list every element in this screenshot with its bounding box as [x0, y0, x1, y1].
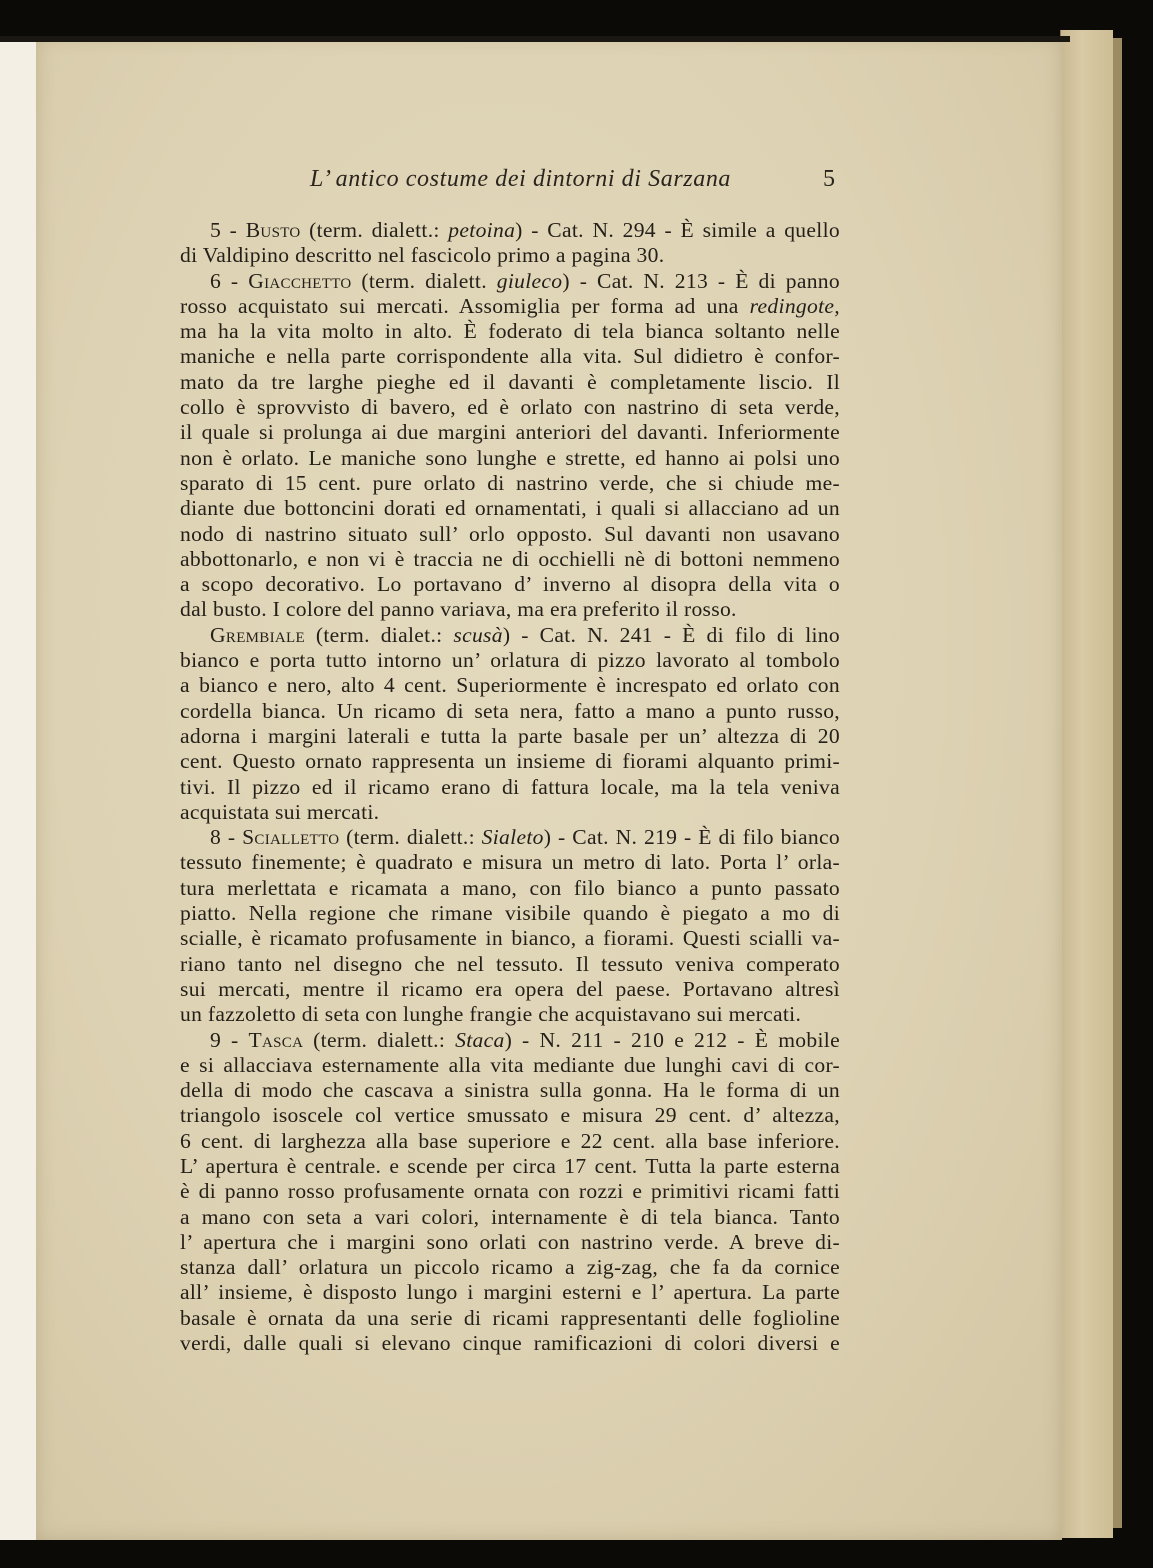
text-line: nodo di nastrino situato sull’ orlo opposto. Sul davanti non usavano: [180, 521, 840, 546]
text-line: stanza dall’ orlatura un piccolo ricamo a zig-zag, che fa da cornice: [180, 1255, 840, 1280]
term-prefix: (term. dialett.:: [300, 218, 449, 242]
text-line: della di modo che cascava a sinistra sulla gonna. Ha le forma di un: [180, 1078, 840, 1103]
body-text: [180, 218, 840, 1356]
text-line: 6 cent. di larghezza alla base superiore e 22 cent. alla base inferiore.: [180, 1128, 840, 1153]
entry-text: ) - Cat. N. 241 - È di filo di lino: [502, 622, 840, 647]
text-line: ma ha la vita molto in alto. È foderato di tela bianca soltanto nelle: [180, 319, 840, 344]
left-margin-strip: [0, 40, 37, 1540]
entry-number: 5 -: [210, 218, 246, 242]
running-title: L’ antico costume dei dintorni di Sarzana: [310, 166, 732, 192]
paragraph-giacchetto-first-line: [180, 269, 840, 294]
dialect-term: giuleco: [496, 268, 563, 293]
text-line: L’ apertura è centrale. e scende per circa 17 cent. Tutta la parte esterna: [180, 1153, 840, 1178]
text-line: sui mercati, mentre il ricamo era opera del paese. Portavano altresì: [180, 976, 840, 1001]
dialect-term: Staca: [455, 1027, 505, 1052]
text-line: a scopo decorativo. Lo portavano d’ inverno al disopra della vita o: [180, 572, 840, 597]
text-line: tessuto finemente; è quadrato e misura un metro di lato. Porta l’ orla-: [180, 850, 840, 875]
text-line: acquistata sui mercati.: [180, 799, 380, 824]
text-line: riano tanto nel disegno che nel tessuto. Il tessuto veniva comperato: [180, 951, 840, 976]
text-line: scialle, è ricamato profusamente in bianco, a fiorami. Questi scialli va-: [180, 926, 840, 951]
term-prefix: (term. dialett.:: [339, 825, 482, 850]
text-line: cent. Questo ornato rappresenta un insieme di fiorami alquanto primi-: [180, 749, 840, 774]
text-line: cordella bianca. Un ricamo di seta nera, fatto a mano a punto russo,: [180, 698, 840, 723]
text-line: maniche e nella parte corrispondente alla vita. Sul didietro è confor-: [180, 344, 840, 369]
italic-term: redingote,: [749, 293, 840, 318]
entry-text: ) - Cat. N. 219 - È di filo bianco: [543, 825, 840, 850]
dialect-term: Sialeto: [481, 825, 544, 850]
text-line: triangolo isoscele col vertice smussato e misura 29 cent. d’ altezza,: [180, 1103, 840, 1128]
paragraph-busto-first-line: [180, 218, 840, 243]
term-prefix: (term. dialet.:: [304, 622, 454, 647]
entry-number: 6 -: [210, 268, 249, 293]
text-line: di Valdipino descritto nel fascicolo primo a pagina 30.: [180, 243, 665, 268]
right-page-edge: [1060, 30, 1113, 1538]
text-line: adorna i margini laterali e tutta la parte basale per un’ altezza di 20: [180, 723, 840, 748]
term-prefix: (term. dialett.: [351, 268, 497, 293]
entry-number: 9 -: [210, 1027, 249, 1052]
entry-text: ) - Cat. N. 294 - È simile a quello: [515, 218, 840, 242]
page-number: 5: [823, 166, 835, 192]
text-line: [180, 294, 840, 319]
text-line: mato da tre larghe pieghe ed il davanti è completamente liscio. Il: [180, 369, 840, 394]
paragraph-grembiale-first-line: [180, 623, 840, 648]
text-line: tivi. Il pizzo ed il ricamo erano di fattura locale, ma la tela veniva: [180, 774, 840, 799]
paragraph-scialletto-first-line: [180, 825, 840, 850]
text-line: un fazzoletto di seta con lunghe frangie che acquistavano sui mercati.: [180, 1002, 802, 1027]
text-line: collo è sprovvisto di bavero, ed è orlato con nastrino di seta verde,: [180, 395, 840, 420]
paragraph-tasca-first-line: [180, 1028, 840, 1053]
text-line: tura merlettata e ricamata a mano, con filo bianco a punto passato: [180, 875, 840, 900]
text-line: diante due bottoncini dorati ed ornamentati, i quali si allacciano ad un: [180, 496, 840, 521]
text-line: il quale si prolunga ai due margini anteriori del davanti. Inferiormente: [180, 420, 840, 445]
text-line: dal busto. I colore del panno variava, ma era preferito il rosso.: [180, 597, 737, 622]
text-line: l’ apertura che i margini sono orlati con nastrino verde. A breve di-: [180, 1229, 840, 1254]
text-line: piatto. Nella regione che rimane visibile quando è piegato a mo di: [180, 901, 840, 926]
text-line: abbottonarlo, e non vi è traccia ne di occhielli nè di bottoni nemmeno: [180, 546, 840, 571]
text-line: è di panno rosso profusamente ornata con rozzi e primitivi ricami fatti: [180, 1179, 840, 1204]
line-text: rosso acquistato sui mercati. Assomiglia per forma ad una: [180, 293, 750, 318]
text-line: all’ insieme, è disposto lungo i margini esterni e l’ apertura. La parte: [180, 1280, 840, 1305]
text-line: a bianco e nero, alto 4 cent. Superiormente è increspato ed orlato con: [180, 673, 840, 698]
entry-heading: Grembiale: [210, 622, 305, 647]
entry-heading: Scialletto: [242, 825, 340, 850]
top-dark-band: [0, 36, 1070, 42]
term-prefix: (term. dialett.:: [303, 1027, 456, 1052]
entry-number: 8 -: [210, 825, 243, 850]
dialect-term: petoina: [448, 218, 516, 242]
text-line: non è orlato. Le maniche sono lunghe e strette, ed hanno ai polsi uno: [180, 445, 840, 470]
text-line: a mano con seta a vari colori, internamente è di tela bianca. Tanto: [180, 1204, 840, 1229]
text-line: basale è ornata da una serie di ricami rappresentanti delle foglioline: [180, 1305, 840, 1330]
dialect-term: scusà: [453, 622, 503, 647]
text-line: e si allacciava esternamente alla vita mediante due lunghi cavi di cor-: [180, 1052, 840, 1077]
entry-heading: Busto: [245, 218, 301, 242]
text-line: bianco e porta tutto intorno un’ orlatura di pizzo lavorato al tombolo: [180, 648, 840, 673]
entry-heading: Tasca: [248, 1027, 304, 1052]
entry-heading: Giacchetto: [248, 268, 352, 293]
text-line: sparato di 15 cent. pure orlato di nastrino verde, che si chiude me-: [180, 470, 840, 495]
text-line: verdi, dalle quali si elevano cinque ramificazioni di colori diversi e: [180, 1331, 840, 1356]
running-head: [290, 166, 835, 200]
entry-text: ) - N. 211 - 210 e 212 - È mobile: [504, 1027, 840, 1052]
entry-text: ) - Cat. N. 213 - È di panno: [562, 268, 840, 293]
